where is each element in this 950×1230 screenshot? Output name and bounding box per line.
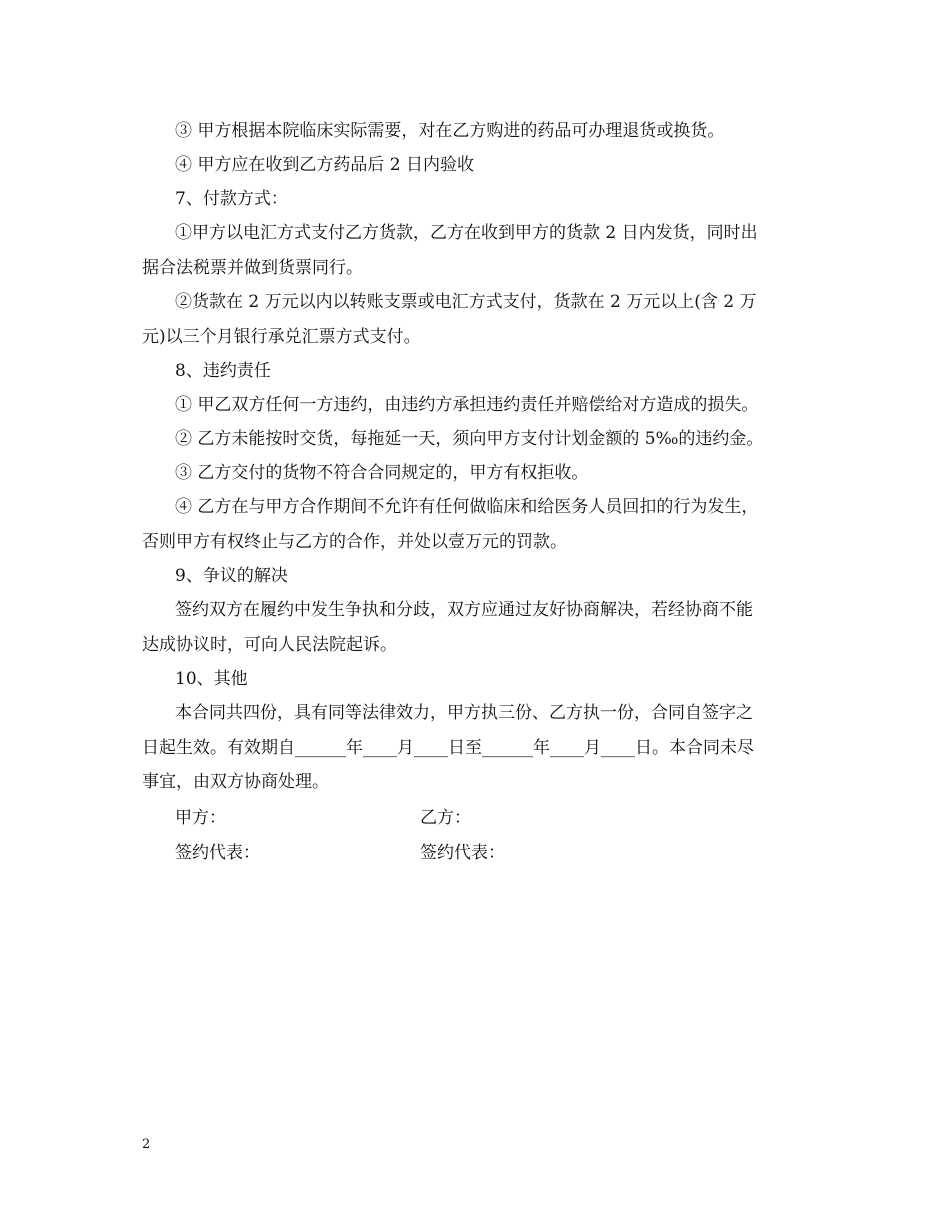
payment-item-2-line-2: 元)以三个月银行承兑汇票方式支付。 bbox=[142, 327, 421, 347]
page-number: 2 bbox=[142, 1137, 151, 1152]
section-heading-payment: 7、付款方式： bbox=[175, 189, 288, 209]
section-heading-liability: 8、违约责任 bbox=[175, 361, 271, 381]
party-b-label: 乙方： bbox=[420, 808, 471, 828]
party-a-label: 甲方： bbox=[175, 808, 226, 828]
representative-a-label: 签约代表： bbox=[175, 843, 260, 863]
payment-item-1-line-1: ①甲方以电汇方式支付乙方货款，乙方在收到甲方的货款 2 日内发货，同时出 bbox=[175, 223, 758, 243]
other-text-line-3: 事宜，由双方协商处理。 bbox=[142, 772, 329, 792]
payment-item-2-line-1: ②货款在 2 万元以内以转账支票或电汇方式支付，货款在 2 万元以上(含 2 万 bbox=[175, 292, 757, 312]
dispute-text-line-2: 达成协议时，可向人民法院起诉。 bbox=[142, 635, 397, 655]
liability-item-4-line-2: 否则甲方有权终止与乙方的合作，并处以壹万元的罚款。 bbox=[142, 532, 567, 552]
other-text-line-1: 本合同共四份，具有同等法律效力，甲方执三份、乙方执一份，合同自签字之 bbox=[175, 703, 753, 723]
clause-6-item-4: ④ 甲方应在收到乙方药品后 2 日内验收 bbox=[175, 155, 475, 175]
liability-item-3: ③ 乙方交付的货物不符合合同规定的，甲方有权拒收。 bbox=[175, 463, 589, 483]
liability-item-1: ① 甲乙双方任何一方违约，由违约方承担违约责任并赔偿给对方造成的损失。 bbox=[175, 395, 759, 415]
signature-row-party bbox=[175, 808, 855, 828]
other-text-line-2: 日起生效。有效期自______年____月____日至______年____月____日。本合同未尽 bbox=[142, 738, 754, 758]
clause-6-item-3: ③ 甲方根据本院临床实际需要，对在乙方购进的药品可办理退货或换货。 bbox=[175, 121, 725, 141]
section-heading-dispute: 9、争议的解决 bbox=[175, 566, 288, 586]
payment-item-1-line-2: 据合法税票并做到货票同行。 bbox=[142, 258, 363, 278]
liability-item-2: ② 乙方未能按时交货，每拖延一天，须向甲方支付计划金额的 5‰的违约金。 bbox=[175, 429, 764, 449]
dispute-text-line-1: 签约双方在履约中发生争执和分歧，双方应通过友好协商解决，若经协商不能 bbox=[175, 600, 753, 620]
liability-item-4-line-1: ④ 乙方在与甲方合作期间不允许有任何做临床和给医务人员回扣的行为发生， bbox=[175, 497, 759, 517]
representative-b-label: 签约代表： bbox=[420, 843, 505, 863]
signature-row-representative bbox=[175, 843, 855, 863]
section-heading-other: 10、其他 bbox=[175, 669, 248, 689]
